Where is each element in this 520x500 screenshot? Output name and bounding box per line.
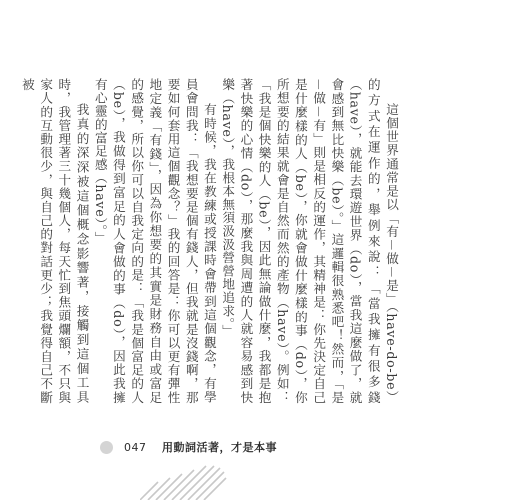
page-number-marker <box>100 441 113 454</box>
decorative-stripes <box>140 452 230 500</box>
paragraph-3: 我真的深深被這個概念影響著，接觸到這個工具時，我管理著三十幾個人，每天忙到焦頭爛額，不只與家人的互動很少，與自己的對話更少；我覺得自己不斷被 <box>19 78 90 404</box>
page-number: 047 <box>124 441 147 454</box>
body-text <box>19 78 400 404</box>
paragraph-2: 有時候，我在教練或授課時會帶到這個觀念，有學員會問我：「我想要是個有錢人，但我就是沒錢啊，那要如何套用這個觀念？」我的回答是：你可以更有彈性地定義「有錢」，因為你想要的其實是財務自由或富足的感覺，所以你可以自我定向的是：「我是個富足的人（be），我做得到富足的人會做的事（do），因此我擁有心靈的富足感（have）。」 <box>92 78 217 404</box>
paragraph-1: 這個世界通常是以「有－做－是」（have-do-be）的方式在運作的，舉例來說：「當我擁有很多錢（have），就能去環遊世界（do），當我這麼做了，就會感到無比快樂（be）。」這邏輯很熟悉吧！然而，「是－做－有」則是相反的運作，其精神是：你先決定自己是什麼樣的人（be），你就會做什麼樣的事（do），你所想要的結果就會是自然而然的產物（have）。例如：「我是個快樂的人（be），因此無論做什麼，我都是抱著快樂的心情（do），那麼我與周遭的人就容易感到快樂（have），我根本無須汲汲營營地追求。」 <box>220 78 399 404</box>
running-title: 用動詞活著，才是本事 <box>162 441 277 454</box>
